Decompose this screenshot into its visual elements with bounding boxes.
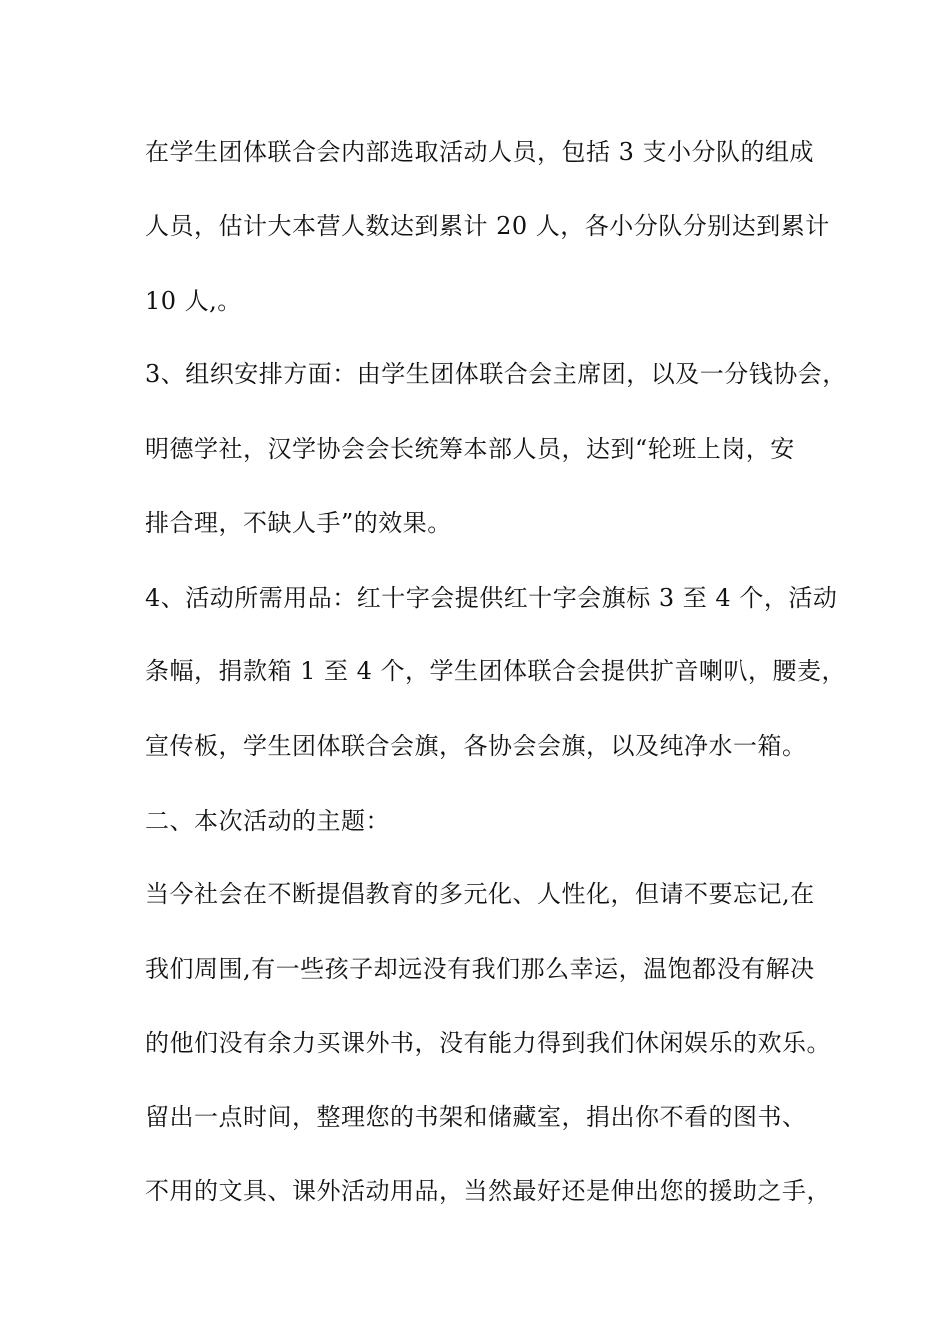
text-line: 当今社会在不断提倡教育的多元化、人性化，但请不要忘记,在 <box>145 880 815 908</box>
text-line: 留出一点时间，整理您的书架和储藏室，捐出你不看的图书、 <box>145 1103 807 1131</box>
text-line: 的他们没有余力买课外书，没有能力得到我们休闲娱乐的欢乐。 <box>145 1029 831 1057</box>
section-heading-theme: 二、本次活动的主题： <box>145 807 390 835</box>
section-heading-4: 4、活动所需用品：红十字会提供红十字会旗标 3 至 4 个，活动 <box>145 584 838 612</box>
text-line: 在学生团体联合会内部选取活动人员，包括 3 支小分队的组成 <box>145 138 815 166</box>
text-line: 不用的文具、课外活动用品，当然最好还是伸出您的援助之手， <box>145 1177 831 1205</box>
text-line: 排合理，不缺人手”的效果。 <box>145 509 452 537</box>
text-line: 我们周围,有一些孩子却远没有我们那么幸运，温饱都没有解决 <box>145 955 815 983</box>
text-line: 人员，估计大本营人数达到累计 20 人，各小分队分别达到累计 <box>145 212 830 240</box>
section-heading-3: 3、组织安排方面：由学生团体联合会主席团，以及一分钱协会， <box>145 360 847 388</box>
text-line: 条幅，捐款箱 1 至 4 个，学生团体联合会提供扩音喇叭，腰麦， <box>145 657 847 685</box>
text-line: 10 人,。 <box>145 287 242 315</box>
text-line: 宣传板，学生团体联合会旗，各协会会旗，以及纯净水一箱。 <box>145 732 807 760</box>
text-line: 明德学社，汉学协会会长统筹本部人员，达到“轮班上岗，安 <box>145 435 795 463</box>
